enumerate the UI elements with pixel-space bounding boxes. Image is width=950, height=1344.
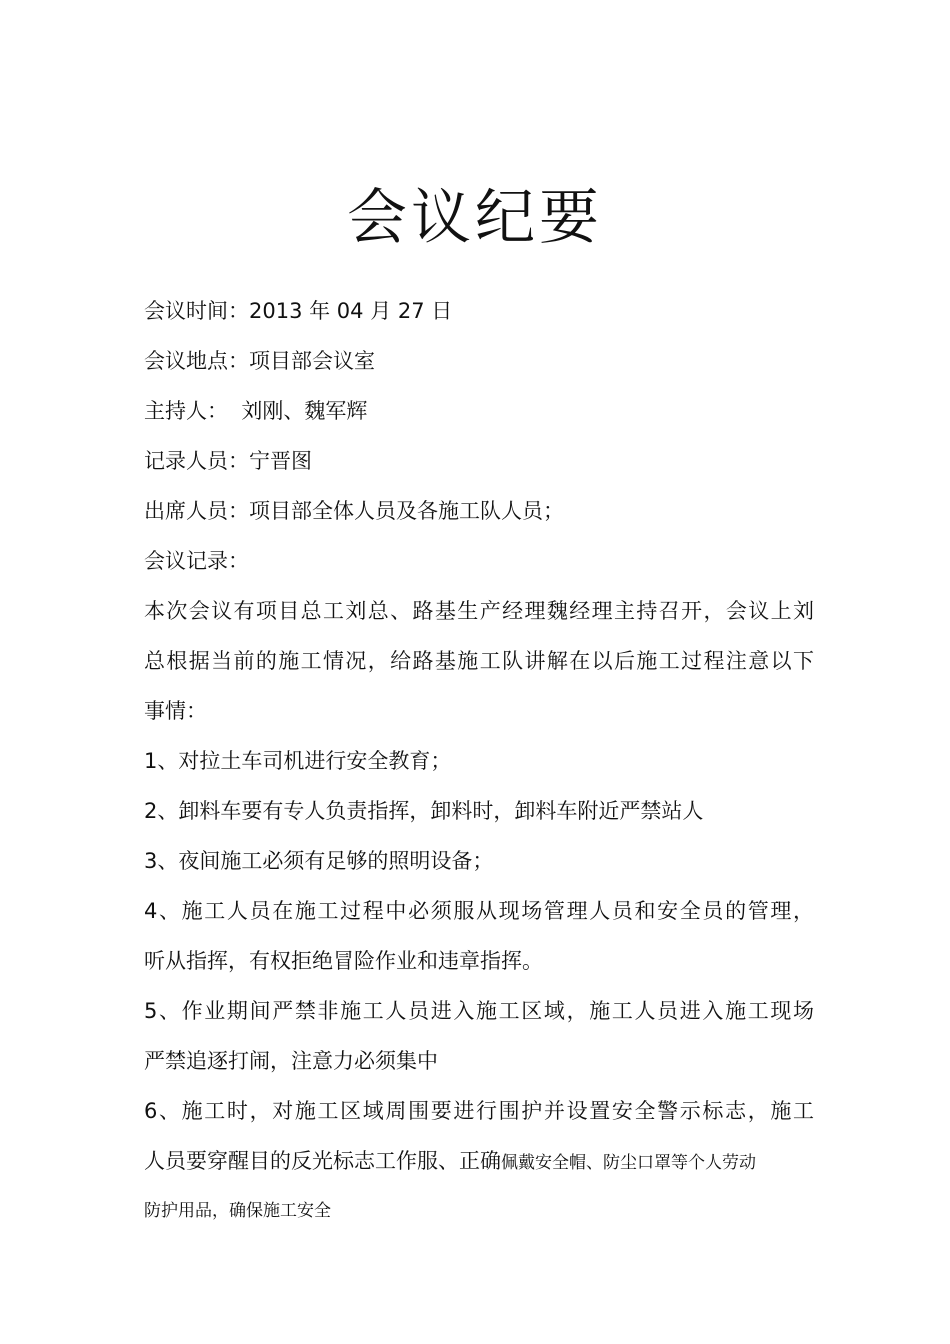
intro-line: 事情： <box>144 699 207 723</box>
list-item-5-line-2: 严禁追逐打闹，注意力必须集中 <box>144 1049 438 1073</box>
meeting-host: 主持人： 刘刚、魏军辉 <box>144 399 368 423</box>
list-item-4-line-1: 4、施工人员在施工过程中必须服从现场管理人员和安全员的管理， <box>144 899 814 923</box>
meeting-time: 会议时间：2013 年 04 月 27 日 <box>144 299 453 323</box>
meeting-recorder: 记录人员：宁晋图 <box>144 449 312 473</box>
list-item-6-line-2 <box>144 1136 814 1186</box>
meeting-place: 会议地点：项目部会议室 <box>144 349 375 373</box>
record-heading: 会议记录： <box>144 549 249 573</box>
document-body <box>144 286 814 1236</box>
list-item-6-line-3: 防护用品，确保施工安全 <box>144 1201 331 1221</box>
list-item-5-line-1: 5、作业期间严禁非施工人员进入施工区域，施工人员进入施工现场 <box>144 999 814 1023</box>
list-item-6-line-2-large: 人员要穿醒目的反光标志工作服、正确 <box>144 1149 501 1173</box>
list-item-1: 1、对拉土车司机进行安全教育； <box>144 749 452 773</box>
meeting-attendees: 出席人员：项目部全体人员及各施工队人员； <box>144 499 564 523</box>
list-item-2: 2、卸料车要有专人负责指挥，卸料时，卸料车附近严禁站人 <box>144 799 704 823</box>
intro-line: 总根据当前的施工情况，给路基施工队讲解在以后施工过程注意以下 <box>144 649 814 673</box>
list-item-4-line-2: 听从指挥，有权拒绝冒险作业和违章指挥。 <box>144 949 543 973</box>
list-item-6-line-2-small: 佩戴安全帽、防尘口罩等个人劳动 <box>501 1153 756 1173</box>
list-item-3: 3、夜间施工必须有足够的照明设备； <box>144 849 494 873</box>
intro-line: 本次会议有项目总工刘总、路基生产经理魏经理主持召开，会议上刘 <box>144 599 814 623</box>
list-item-6-line-1: 6、施工时，对施工区域周围要进行围护并设置安全警示标志，施工 <box>144 1099 814 1123</box>
document-title: 会议纪要 <box>347 183 603 253</box>
